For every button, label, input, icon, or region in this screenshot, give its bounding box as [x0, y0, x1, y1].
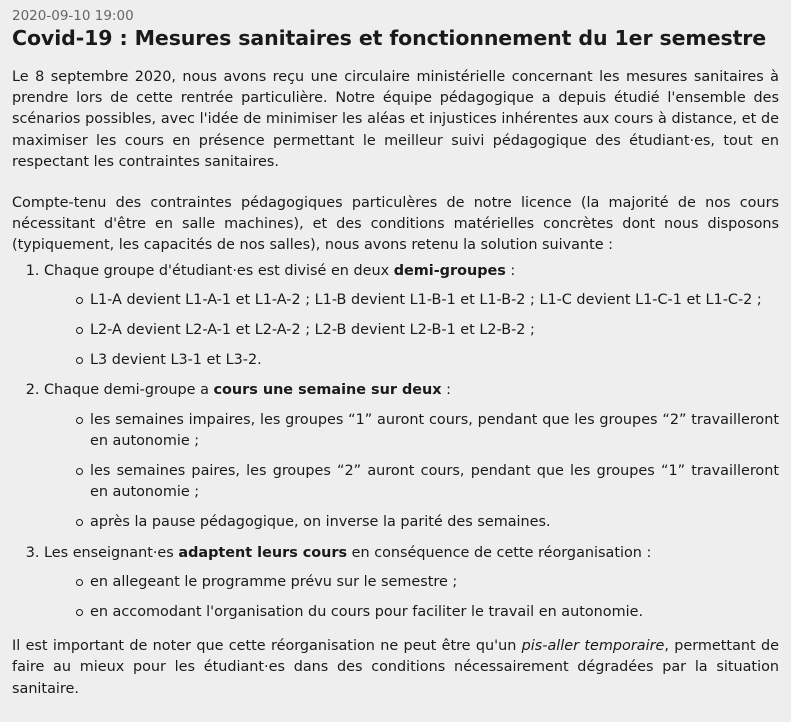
measures-list	[12, 261, 779, 624]
list-item: L2-A devient L2-A-1 et L2-A-2 ; L2-B devient L2-B-1 et L2-B-2 ;	[76, 320, 779, 341]
conclusion-paragraph: Il est important de noter que cette réorganisation ne peut être qu'un pis-aller temporaire, permettant de faire au mieux pour les étudiant·es dans des conditions nécessairement dégradées par la situation sanitaire.	[12, 638, 779, 697]
list-item: L3 devient L3-1 et L3-2.	[76, 350, 779, 371]
intro-paragraph: Le 8 septembre 2020, nous avons reçu une circulaire ministérielle concernant les mesures sanitaires à prendre lors de cette rentrée particulière. Notre équipe pédagogique a depuis étudié l'ensemble des scénarios possibles, avec l'idée de minimiser les aléas et injustices inhérentes aux cours à distance, et de maximiser les cours en présence permettant le meilleur suivi pédagogique des étudiant·es, tout en respectant les contraintes sanitaires.	[12, 69, 779, 170]
measure-3-sublist	[44, 572, 779, 623]
measure-1-highlight: demi-groupes	[393, 262, 506, 279]
list-item: après la pause pédagogique, on inverse la parité des semaines.	[76, 512, 779, 533]
measure-2-highlight: cours une semaine sur deux	[213, 382, 442, 399]
list-item: en allegeant le programme prévu sur le semestre ;	[76, 572, 779, 593]
measure-item-1: 1. Chaque groupe d'étudiant·es est divisé en deux demi-groupes : L1-A devient L1-A-1 et L1-A-2 ; L1-B devient L1-B-1 et L1-B-2 ; L1-C devient L1-C-1 et L1-C-2 ; L2-A devient L2-A-1 et L2-A-2 ; L2-B devient L2-B-1 et L2-B-2 ; L3 devient L3-1 et L3-2.	[44, 261, 779, 372]
list-item: les semaines paires, les groupes “2” auront cours, pendant que les groupes “1” travailleront en autonomie ;	[76, 461, 779, 503]
conclusion-emphasis: pis-aller temporaire	[521, 638, 665, 655]
measure-2-sublist	[44, 410, 779, 534]
post-title: Covid-19 : Mesures sanitaires et fonctionnement du 1er semestre	[12, 26, 767, 50]
measure-1-sublist	[44, 290, 779, 372]
context-paragraph: Compte-tenu des contraintes pédagogiques particulères de notre licence (la majorité de nos cours nécessitant d'être en salle machines), et des conditions matérielles concrètes dont nous disposons (typiquement, les capacités de nos salles), nous avons retenu la solution suivante :	[12, 195, 779, 254]
list-item: L1-A devient L1-A-1 et L1-A-2 ; L1-B devient L1-B-1 et L1-B-2 ; L1-C devient L1-C-1 et L1-C-2 ;	[76, 290, 779, 311]
measure-item-3: 3. Les enseignant·es adaptent leurs cours en conséquence de cette réorganisation : en allegeant le programme prévu sur le semestre ; en accomodant l'organisation du cours pour faciliter le travail en autonomie.	[44, 543, 779, 624]
post-date: 2020-09-10 19:00	[12, 8, 134, 24]
list-item: les semaines impaires, les groupes “1” auront cours, pendant que les groupes “2” travailleront en autonomie ;	[76, 410, 779, 452]
list-item: en accomodant l'organisation du cours pour faciliter le travail en autonomie.	[76, 602, 779, 623]
measure-item-2: 2. Chaque demi-groupe a cours une semaine sur deux : les semaines impaires, les groupes “1” auront cours, pendant que les groupes “2” travailleront en autonomie ; les semaines paires, les groupes “2” auront cours, pendant que les groupes “1” travailleront en autonomie ; après la pause pédagogique, on inverse la parité des semaines.	[44, 380, 779, 533]
measure-3-highlight: adaptent leurs cours	[178, 544, 348, 561]
